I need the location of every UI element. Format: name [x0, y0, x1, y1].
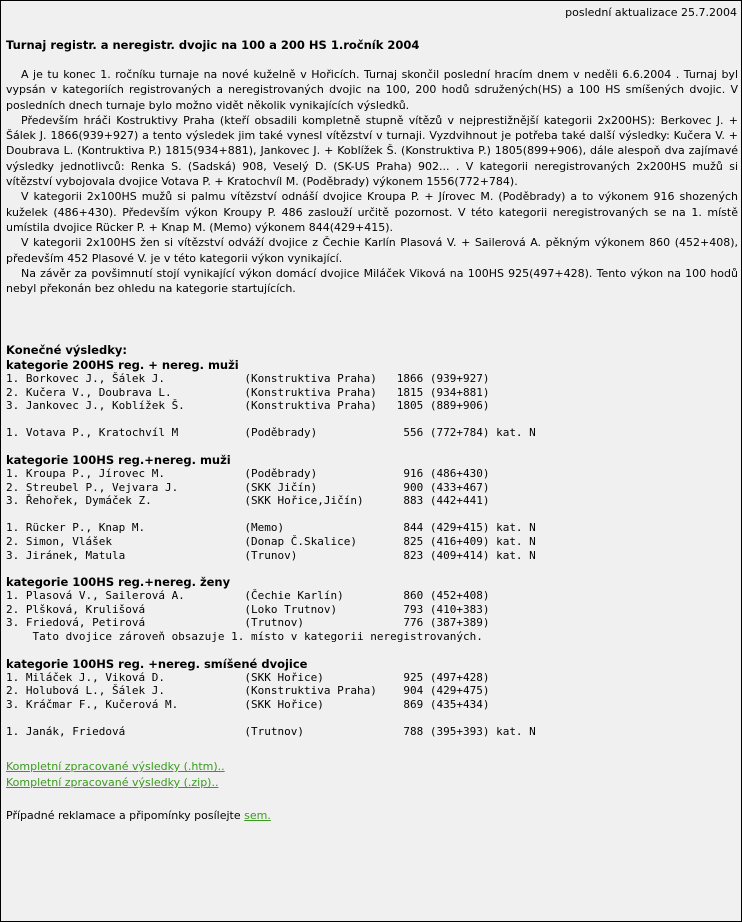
result-row: 3. Kráčmar F., Kučerová M. (SKK Hořice) 869 (435+434): [6, 697, 490, 711]
results-zip-link[interactable]: Kompletní zpracované výsledky (.zip)..: [6, 776, 219, 789]
category-100hs-women: [6, 575, 536, 643]
result-row: 2. Plšková, Krulišová (Loko Trutnov) 793 (410+383): [6, 602, 490, 616]
result-row-unregistered: 1. Janák, Friedová (Trutnov) 788 (395+393) kat. N: [6, 724, 536, 738]
category-title: kategorie 100HS reg.+nereg. ženy: [6, 575, 231, 590]
result-row-unregistered: 2. Simon, Vlášek (Donap Č.Skalice) 825 (416+409) kat. N: [6, 534, 536, 548]
result-row: 3. Jankovec J., Koblížek Š. (Konstruktiva Praha) 1805 (889+906): [6, 399, 490, 413]
contact-text: Případné reklamace a připomínky posílejte: [6, 809, 245, 822]
contact-line: [6, 809, 271, 822]
results-heading: Konečné výsledky:: [6, 343, 127, 357]
result-row: 2. Holubová L., Šálek J. (Konstruktiva Praha) 904 (429+475): [6, 684, 490, 698]
result-row: 3. Friedová, Petirová (Trutnov) 776 (387+389): [6, 616, 490, 630]
result-row-unregistered: 3. Jiránek, Matula (Trunov) 823 (409+414) kat. N: [6, 548, 536, 562]
category-title: kategorie 200HS reg. + nereg. muži: [6, 358, 239, 372]
category-note: Tato dvojice zároveň obsazuje 1. místo v kategorii neregistrovaných.: [6, 629, 483, 643]
page-title: Turnaj registr. a neregistr. dvojic na 100 a 200 HS 1.ročník 2004: [6, 38, 420, 52]
result-row: 2. Streubel P., Vejvara J. (SKK Jičín) 900 (433+467): [6, 480, 490, 494]
result-row: 2. Kučera V., Doubrava L. (Konstruktiva Praha) 1815 (934+881): [6, 385, 490, 399]
category-title: kategorie 100HS reg. +nereg. smíšené dvojice: [6, 656, 308, 671]
intro-paragraph-2: Především hráči Kostruktivy Praha (kteří obsadili kompletně stupně vítězů v nejprestižnější kategorii 2x200HS): Berkovec J. + Šálek J. 1866(939+927) a tento výsledek jim také vynesl vítězství v turnaji. Vyzdvihnout je potřeba také další výsledky: Kučera V. + Doubrava L. (Kontruktiva P.) 1815(934+881), Jankovec J. + Koblížek Š. (Konstruktiva P.) 1805(899+906), dále alespoň dva zajímavé výsledky jednotlivců: Renka S. (Sadská) 908, Veselý D. (SK-US Praha) 902... . V kategorii neregistrovaných 2x200HS mužů si vítězství vybojovala dvojice Votava P. + Kratochvíl M. (Poděbrady) výkonem 1556(772+784).: [6, 113, 738, 189]
category-100hs-men: [6, 453, 536, 562]
category-title: kategorie 100HS reg.+nereg. muži: [6, 452, 231, 467]
intro-text: [6, 67, 738, 296]
result-row: 1. Plasová V., Sailerová A. (Čechie Karlín) 860 (452+408): [6, 589, 490, 603]
contact-link[interactable]: sem.: [244, 809, 271, 822]
result-row: 1. Miláček J., Viková D. (SKK Hořice) 925 (497+428): [6, 670, 490, 684]
intro-paragraph-5: Na závěr za povšimnutí stojí vynikající výkon domácí dvojice Miláček Viková na 100HS 925(497+428). Tento výkon na 100 hodů nebyl překonán bez ohledu na kategorie startujících.: [6, 266, 738, 296]
last-update: poslední aktualizace 25.7.2004: [565, 6, 737, 19]
result-row-unregistered: 1. Votava P., Kratochvíl M (Poděbrady) 556 (772+784) kat. N: [6, 426, 536, 440]
result-row-unregistered: 1. Rücker P., Knap M. (Memo) 844 (429+415) kat. N: [6, 521, 536, 535]
category-200hs-men: [6, 358, 536, 440]
results-section: [6, 343, 536, 751]
download-links: [6, 759, 225, 791]
intro-paragraph-3: V kategorii 2x100HS mužů si palmu vítězství odnáší dvojice Kroupa P. + Jírovec M. (Poděbrady) a to výkonem 916 shozených kuželek (486+430). Především výkon Kroupy P. 486 zaslouží určitě pozornost. V této kategorii neregistrovaných se na 1. místě umístila dvojice Rücker P. + Knap M. (Memo) výkonem 844(429+415).: [6, 190, 738, 234]
category-100hs-mixed: [6, 657, 536, 739]
intro-paragraph-4: V kategorii 2x100HS žen si vítězství odváží dvojice z Čechie Karlín Plasová V. + Sailerová A. pěkným výkonem 860 (452+408), především 452 Plasové V. je v této kategorii výkon vynikající.: [6, 236, 738, 265]
results-htm-link[interactable]: Kompletní zpracované výsledky (.htm)..: [6, 760, 225, 773]
result-row: 3. Řehořek, Dymáček Z. (SKK Hořice,Jičín) 883 (442+441): [6, 494, 490, 508]
result-row: 1. Borkovec J., Šálek J. (Konstruktiva Praha) 1866 (939+927): [6, 372, 490, 385]
intro-paragraph-1: A je tu konec 1. ročníku turnaje na nové kuželně v Hořicích. Turnaj skončil poslední hracím dnem v neděli 6.6.2004 . Turnaj byl vypsán v kategoriích registrovaných a neregistrovaných dvojic na 100, 200 hodů sdružených(HS) a 100 HS smíšených dvojic. V posledních dnech turnaje bylo možno vidět několik vynikajících výsledků.: [6, 68, 738, 112]
result-row: 1. Kroupa P., Jírovec M. (Poděbrady) 916 (486+430): [6, 466, 490, 480]
